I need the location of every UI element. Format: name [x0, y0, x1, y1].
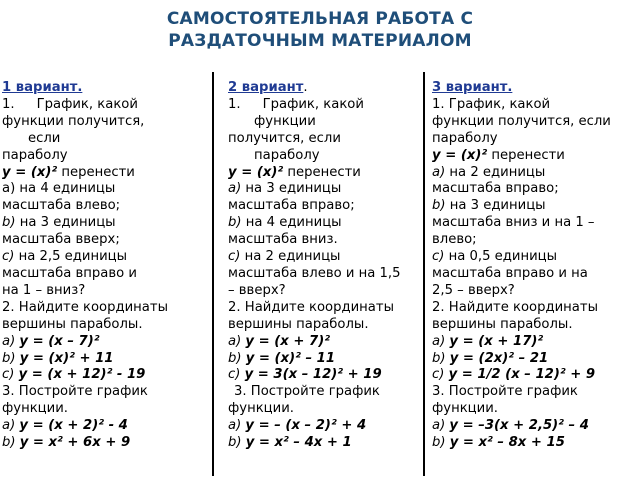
- v3-task1-line8: масштаба вниз и на 1 –: [432, 215, 595, 231]
- v2-task1-line5: y = (x)² перенести: [228, 164, 361, 180]
- v2-task3-option-b: b) y = x² – 4x + 1: [228, 435, 352, 451]
- v1-task1-line7: масштаба влево;: [2, 198, 121, 214]
- v2-task2-line2: вершины параболы.: [228, 316, 369, 332]
- v1-task1-line4: параболу: [2, 147, 68, 163]
- title-line-2: РАЗДАТОЧНЫМ МАТЕРИАЛОМ: [168, 31, 472, 51]
- column-divider-1: [212, 72, 214, 476]
- v3-task2-line2: вершины параболы.: [432, 316, 573, 332]
- v3-task3-line1: 3. Постройте график: [432, 384, 578, 400]
- v1-task1-line9: масштаба вверх;: [2, 232, 120, 248]
- v3-task1-line1: 1. График, какой: [432, 96, 551, 112]
- v2-task3-line1: 3. Постройте график: [234, 384, 380, 400]
- v2-task1-option-b: b) на 4 единицы: [228, 215, 342, 231]
- v2-task1-line11: масштаба влево и на 1,5: [228, 265, 401, 281]
- v1-task2-option-c: c) y = (x + 12)² - 19: [2, 367, 146, 383]
- v2-task2-line1: 2. Найдите координаты: [228, 299, 394, 315]
- column-divider-2: [423, 72, 425, 476]
- v2-task1-option-c: c) на 2 единицы: [228, 249, 341, 265]
- v1-task3-option-a: a) y = (x + 2)² - 4: [2, 418, 128, 434]
- v3-task1-line3: параболу: [432, 130, 498, 146]
- v3-task1-option-b: b) на 3 единицы: [432, 198, 546, 214]
- v3-task1-line11: масштаба вправо и на: [432, 265, 588, 281]
- variant-1-column: [2, 80, 206, 452]
- v3-task3-option-a: a) y = –3(x + 2,5)² – 4: [432, 418, 589, 434]
- page-title: [0, 8, 640, 52]
- v1-task1-line2: функции получится,: [2, 113, 145, 129]
- v1-task1-option-a: a) на 4 единицы: [2, 181, 116, 197]
- v2-task1-line2: функции: [254, 113, 316, 129]
- v3-task1-line4: y = (x)² перенести: [432, 147, 565, 163]
- v2-task3-line2: функции.: [228, 401, 294, 417]
- v2-task2-option-a: a) y = (x + 7)²: [228, 333, 330, 349]
- v3-task1-option-c: c) на 0,5 единицы: [432, 249, 558, 265]
- v3-task1-line12: 2,5 – вверх?: [432, 282, 515, 298]
- v1-task1-line12: на 1 – вниз?: [2, 282, 86, 298]
- v1-task2-line2: вершины параболы.: [2, 316, 143, 332]
- v3-task3-line2: функции.: [432, 401, 498, 417]
- v1-task1-option-b: b) на 3 единицы: [2, 215, 116, 231]
- v2-task1-line1: 1. График, какой: [228, 96, 364, 112]
- v3-task1-line9: влево;: [432, 232, 477, 248]
- v2-task1-line4: параболу: [254, 147, 320, 163]
- v3-task2-option-a: a) y = (x + 17)²: [432, 333, 544, 349]
- v1-task3-line2: функции.: [2, 401, 68, 417]
- v3-task3-option-b: b) y = x² – 8x + 15: [432, 435, 565, 451]
- v2-task1-line9: масштаба вниз.: [228, 232, 338, 248]
- v2-task1-line3: получится, если: [228, 130, 341, 146]
- v1-task1-line1: 1. График, какой: [2, 96, 138, 112]
- v1-task1-line11: масштаба вправо и: [2, 265, 137, 281]
- v3-task1-option-a: a) на 2 единицы: [432, 164, 546, 180]
- v2-task2-option-c: c) y = 3(x – 12)² + 19: [228, 367, 382, 383]
- variant-1-heading: 1 вариант.: [2, 80, 83, 95]
- v1-task1-line3: если: [28, 130, 61, 146]
- variant-2-column: [228, 80, 420, 452]
- v1-task1-option-c: c) на 2,5 единицы: [2, 249, 128, 265]
- v2-task1-option-a: a) на 3 единицы: [228, 181, 342, 197]
- v3-task1-line2: функции получится, если: [432, 113, 611, 129]
- v2-task1-line7: масштаба вправо;: [228, 198, 355, 214]
- v1-task2-option-a: a) y = (x – 7)²: [2, 333, 100, 349]
- v2-task1-line12: – вверх?: [228, 282, 286, 298]
- v1-task2-option-b: b) y = (x)² + 11: [2, 350, 114, 366]
- v1-task3-option-b: b) y = x² + 6x + 9: [2, 435, 131, 451]
- v3-task2-option-b: b) y = (2x)² – 21: [432, 350, 549, 366]
- v1-task1-line5: y = (x)² перенести: [2, 164, 135, 180]
- v3-task2-line1: 2. Найдите координаты: [432, 299, 598, 315]
- v3-task2-option-c: c) y = 1/2 (x – 12)² + 9: [432, 367, 596, 383]
- variant-3-column: [432, 80, 637, 452]
- v3-task1-line6: масштаба вправо;: [432, 181, 559, 197]
- v2-task2-option-b: b) y = (x)² – 11: [228, 350, 336, 366]
- v2-task3-option-a: a) y = – (x – 2)² + 4: [228, 418, 367, 434]
- v1-task2-line1: 2. Найдите координаты: [2, 299, 168, 315]
- v1-task3-line1: 3. Постройте график: [2, 384, 148, 400]
- variant-3-heading: 3 вариант.: [432, 80, 513, 95]
- title-line-1: САМОСТОЯТЕЛЬНАЯ РАБОТА С: [166, 9, 474, 29]
- variant-2-heading: 2 вариант.: [228, 80, 308, 95]
